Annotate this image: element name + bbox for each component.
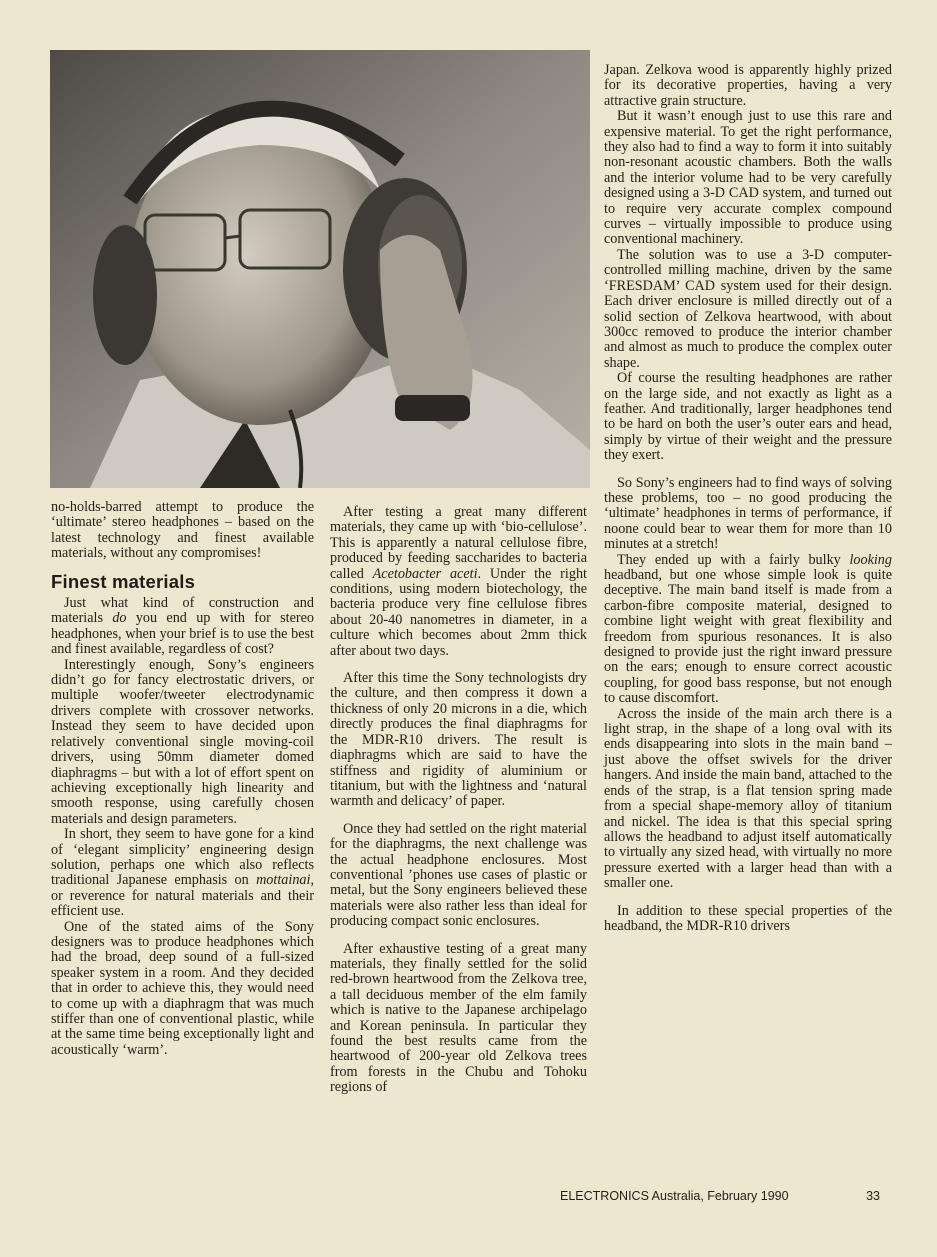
paragraph: Of course the resulting headphones are rather on the large side, and not exactly as light as a feather. And traditionally, larger headphones tend to be hard on both the user’s outer ears and head, simply by virtue of their weight and the pressure they exert. [604, 370, 892, 464]
paragraph: After exhaustive testing of a great many materials, they finally settled for the solid red-brown heartwood from the Zelkova tree, a tall deciduous member of the elm family which is native to the Japanese archipelago and Korean peninsula. In particular they found the best results came from the heartwood of 200-year old Zelkova trees from forests in the Chubu and Tohoku regions of [330, 940, 587, 1096]
column-1 [51, 500, 314, 1058]
paragraph: After testing a great many different materials, they came up with ‘bio-cellulose’. This is apparently a natural cellulose fibre, produced by feeding saccharides to bacteria called Acetobacter aceti. Under the right conditions, using modern biotechology, the bacteria produce very fine cellulose fibres about 20-40 nanometres in diameter, in a culture which becomes about 2mm thick after about two days. [330, 504, 587, 659]
paragraph: One of the stated aims of the Sony designers was to produce headphones which had the broad, deep sound of a full-sized speaker system in a room. And they decided that in order to achieve this, they would need to come up with a diaphragm that was much stiffer than one of conventional plastic, while at the same time being exceptionally light and acoustically ‘warm’. [51, 918, 314, 1058]
paragraph: Japan. Zelkova wood is apparently highly prized for its decorative properties, having a very attractive grain structure. [604, 62, 892, 109]
paragraph: They ended up with a fairly bulky looking headband, but one whose simple look is quite deceptive. The main band itself is made from a carbon-fibre composite material, designed to combine light weight with great flexibility and freedom from spurious resonances. It is also designed to provide just the right inward pressure on the ears; enough to ensure correct acoustic coupling, for good bass response, but not enough to cause discomfort. [604, 551, 892, 707]
paragraph: So Sony’s engineers had to find ways of solving these problems, too – no good producing the ‘ultimate’ headphones in terms of performance, if noone could bear to wear them for more than 10 minutes at a stretch! [604, 474, 892, 553]
paragraph: Interestingly enough, Sony’s engineers didn’t go for fancy electrostatic drivers, or multiple woofer/tweeter electrodynamic drivers complete with crossover networks. Instead they seem to have decided upon relatively conventional single moving-coil drivers, using 50mm diameter domed diaphragms – but with a lot of effort spent on achieving exceptionally high linearity and smooth response, using carefully chosen materials and design parameters. [51, 656, 314, 827]
paragraph: After this time the Sony technologists dry the culture, and then compress it down a thickness of only 20 microns in a die, which directly produces the final diaphragms for the MDR-R10 drivers. The result is diaphragms which are said to have the stiffness and rigidity of aluminium or titanium, but with the lightness and ‘natural warmth and delicacy’ of paper. [330, 670, 587, 810]
paragraph: In short, they seem to have gone for a kind of ‘elegant simplicity’ engineering design solution, perhaps one which also reflects traditional Japanese emphasis on mottainai, or reverence for natural materials and their efficient use. [51, 826, 314, 920]
paragraph: Just what kind of construction and materials do you end up with for stereo headphones, when your brief is to use the best and finest available, regardless of cost? [51, 595, 314, 658]
paragraph: In addition to these special properties of the headband, the MDR-R10 drivers [604, 902, 892, 934]
page-number: 33 [866, 1189, 880, 1203]
column-2 [330, 505, 587, 1096]
paragraph: no-holds-barred attempt to produce the ‘ultimate’ stereo headphones – based on the latest technology and finest available materials, without any compromises! [51, 499, 314, 562]
paragraph: But it wasn’t enough just to use this rare and expensive material. To get the right performance, they also had to find a way to form it into suitably non-resonant acoustic chambers. Both the walls and the interior volume had to be very carefully designed using a 3-D CAD system, and turned out to require very accurate complex compound curves – virtually impossible to produce using conventional machinery. [604, 108, 892, 248]
column-3 [604, 63, 892, 934]
section-heading: Finest materials [51, 570, 196, 592]
photo-man-wearing-headphones [50, 50, 590, 488]
paragraph: Once they had settled on the right material for the diaphragms, the next challenge was the actual headphone enclosures. Most conventional ’phones use cases of plastic or metal, but the Sony engineers believed these materials were also rather less than ideal for producing compact sonic enclosures. [330, 820, 587, 930]
paragraph: The solution was to use a 3-D computer-controlled milling machine, driven by the same ‘FRESDAM’ CAD system used for their design. Each driver enclosure is milled directly out of a solid section of Zelkova heartwood, with about 300cc removed to produce the interior chamber and almost as much to produce the complex outer shape. [604, 246, 892, 371]
publication-credit: ELECTRONICS Australia, February 1990 [560, 1189, 789, 1203]
paragraph: Across the inside of the main arch there is a light strap, in the shape of a long oval with its ends disappearing into slots in the main band – just above the offset swivels for the driver hangers. And inside the main band, attached to the ends of the strap, is a flat tension spring made from a special shape-memory alloy of titanium and nickel. The idea is that this special spring allows the headband to adjust itself automatically to virtually any sized head, with virtually no more pressure exerted with a larger head than with a smaller one. [604, 705, 892, 892]
